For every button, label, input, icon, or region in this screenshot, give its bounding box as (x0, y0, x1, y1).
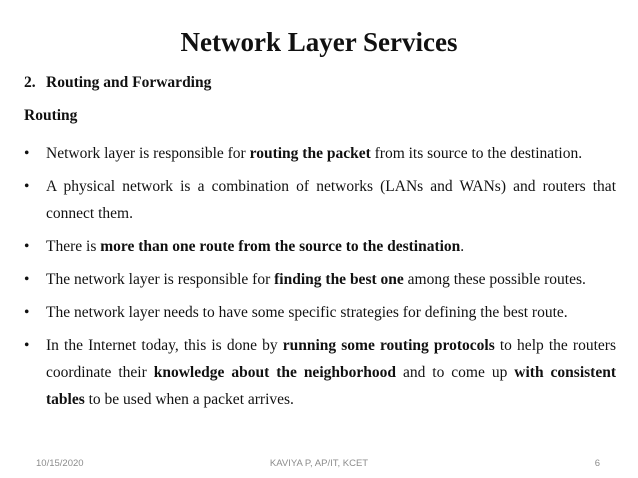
bullet-emphasis: more than one route from the source to the destination (100, 238, 461, 255)
bullet-marker: • (24, 271, 30, 288)
bullet-item (24, 266, 616, 293)
bullet-text: . (460, 238, 465, 255)
bullet-text: There is (46, 238, 101, 255)
bullet-list (24, 140, 616, 419)
bullet-emphasis: finding the best one (274, 271, 404, 288)
bullet-text: Network layer is responsible for (46, 145, 250, 162)
bullet-marker: • (24, 238, 30, 255)
bullet-text: to be used when a packet arrives. (84, 391, 294, 408)
bullet-marker: • (24, 145, 30, 162)
footer-author: KAVIYA P, AP/IT, KCET (269, 458, 369, 469)
bullet-item (24, 140, 616, 167)
footer-page-number: 6 (594, 458, 600, 469)
bullet-emphasis: with consistent tables (46, 364, 616, 408)
bullet-emphasis: knowledge about the neighborhood (153, 364, 396, 381)
sub-heading: Routing (24, 107, 78, 124)
slide-title: Network Layer Services (180, 27, 458, 57)
bullet-item (24, 173, 616, 227)
bullet-marker: • (24, 178, 30, 195)
bullet-emphasis: running some routing protocols (282, 337, 495, 354)
bullet-text: to help the routers coordinate their (46, 337, 616, 381)
section-heading (24, 73, 211, 93)
bullet-text: The network layer is responsible for (46, 271, 275, 288)
bullet-text: The network layer needs to have some specific strategies for defining the best route. (46, 304, 568, 321)
bullet-text: A physical network is a combination of networks (LANs and WANs) and routers that connect them. (46, 178, 616, 222)
bullet-item (24, 233, 616, 260)
bullet-item (24, 332, 616, 413)
section-number: 2. (24, 74, 36, 91)
footer-date: 10/15/2020 (36, 458, 84, 469)
bullet-text: In the Internet today, this is done by (46, 337, 283, 354)
bullet-text: and to come up (395, 364, 515, 381)
bullet-item (24, 299, 616, 326)
bullet-emphasis: routing the packet (249, 145, 371, 162)
bullet-marker: • (24, 337, 30, 354)
bullet-marker: • (24, 304, 30, 321)
section-title: Routing and Forwarding (46, 74, 212, 91)
bullet-text: from its source to the destination. (370, 145, 583, 162)
bullet-text: among these possible routes. (403, 271, 586, 288)
